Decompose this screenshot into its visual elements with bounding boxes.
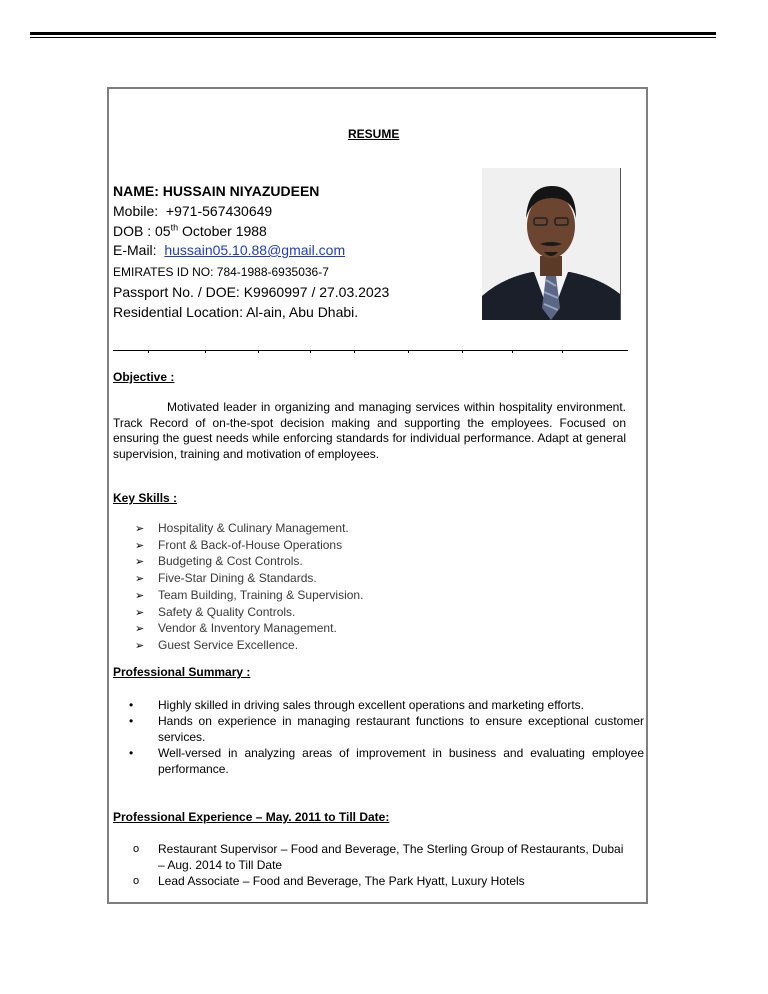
arrow-bullet-icon: ➢	[135, 606, 145, 619]
divider-tick	[562, 350, 563, 353]
divider-tick	[512, 350, 513, 353]
summary-text: Highly skilled in driving sales through excellent operations and marketing efforts.	[158, 698, 585, 712]
summary-heading: Professional Summary :	[113, 665, 251, 679]
divider-tick	[408, 350, 409, 353]
key-skills-list	[135, 521, 363, 655]
experience-text: Lead Associate – Food and Beverage, The Park Hyatt, Luxury Hotels	[158, 874, 525, 888]
mobile-line	[113, 203, 272, 219]
dob-line	[113, 223, 267, 239]
email-link[interactable]: hussain05.10.88@gmail.com	[164, 242, 346, 258]
arrow-bullet-icon: ➢	[135, 539, 145, 552]
divider-tick	[354, 350, 355, 353]
skill-label: Hospitality & Culinary Management.	[158, 521, 349, 535]
skill-label: Guest Service Excellence.	[158, 637, 299, 652]
arrow-bullet-icon: ➢	[135, 623, 145, 636]
experience-heading: Professional Experience – May. 2011 to Till Date:	[113, 810, 390, 824]
circle-bullet-icon: o	[133, 843, 140, 855]
skill-label: Front & Back-of-House Operations	[158, 537, 343, 552]
passport-line: Passport No. / DOE: K9960997 / 27.03.2023	[113, 284, 390, 300]
skill-label: Budgeting & Cost Controls.	[158, 554, 303, 569]
arrow-bullet-icon: ➢	[135, 523, 145, 535]
header-divider	[113, 350, 628, 351]
arrow-bullet-icon: ➢	[135, 556, 145, 569]
email-line	[113, 242, 345, 258]
email-label: E-Mail:	[113, 242, 157, 258]
list-item	[129, 873, 629, 889]
disc-bullet-icon: •	[129, 714, 134, 728]
summary-list	[129, 697, 644, 777]
location-line: Residential Location: Al-ain, Abu Dhabi.	[113, 304, 359, 320]
list-item	[135, 554, 363, 571]
profile-photo	[482, 168, 621, 320]
summary-text: Hands on experience in managing restaurant functions to ensure exceptional customer services.	[158, 714, 644, 744]
page-title: RESUME	[348, 127, 400, 141]
arrow-bullet-icon: ➢	[135, 589, 145, 602]
list-item	[129, 745, 644, 777]
dob-rest: October 1988	[178, 223, 267, 239]
skill-label: Vendor & Inventory Management.	[158, 621, 337, 636]
divider-tick	[310, 350, 311, 353]
disc-bullet-icon: •	[129, 746, 134, 760]
divider-tick	[462, 350, 463, 353]
skill-label: Team Building, Training & Supervision.	[158, 587, 364, 602]
emirates-id: EMIRATES ID NO: 784-1988-6935036-7	[113, 265, 329, 279]
list-item	[129, 697, 644, 713]
list-item	[135, 605, 363, 622]
divider-tick	[258, 350, 259, 353]
skill-label: Safety & Quality Controls.	[158, 604, 296, 619]
portrait-illustration	[482, 168, 620, 320]
objective-heading: Objective :	[113, 370, 175, 384]
top-rule-thin	[30, 37, 716, 38]
skill-label: Five-Star Dining & Standards.	[158, 571, 317, 586]
list-item	[135, 588, 363, 605]
top-rule	[30, 32, 716, 35]
divider-tick	[148, 350, 149, 353]
dob-label: DOB : 05	[113, 223, 171, 239]
objective-body: Motivated leader in organizing and managing services within hospitality environment. Track Record of on-the-spot decision making and supporting the employees. Focused on ensuring the guest needs while enforcing standards for individual performance. Adapt at general supervision, training and motivation of employees.	[113, 400, 626, 461]
mobile-label: Mobile:	[113, 203, 159, 219]
list-item	[135, 571, 363, 588]
disc-bullet-icon: •	[129, 698, 134, 712]
experience-list	[129, 841, 629, 889]
dob-ordinal: th	[170, 222, 179, 233]
list-item	[135, 521, 363, 538]
arrow-bullet-icon: ➢	[135, 639, 145, 652]
list-item	[129, 713, 644, 745]
circle-bullet-icon: o	[133, 875, 140, 887]
summary-text: Well-versed in analyzing areas of improvement in business and evaluating employee performance.	[158, 746, 644, 776]
list-item	[129, 841, 629, 873]
list-item	[135, 621, 363, 638]
mobile-number: +971-567430649	[165, 203, 273, 219]
arrow-bullet-icon: ➢	[135, 573, 145, 586]
candidate-name: NAME: HUSSAIN NIYAZUDEEN	[113, 183, 320, 199]
experience-text: Restaurant Supervisor – Food and Beverage, The Sterling Group of Restaurants, Dubai – Aug. 2014 to Till Date	[158, 842, 624, 872]
key-skills-heading: Key Skills :	[113, 491, 178, 505]
objective-text	[113, 400, 626, 462]
list-item	[135, 538, 363, 555]
divider-tick	[205, 350, 206, 353]
list-item	[135, 638, 363, 655]
